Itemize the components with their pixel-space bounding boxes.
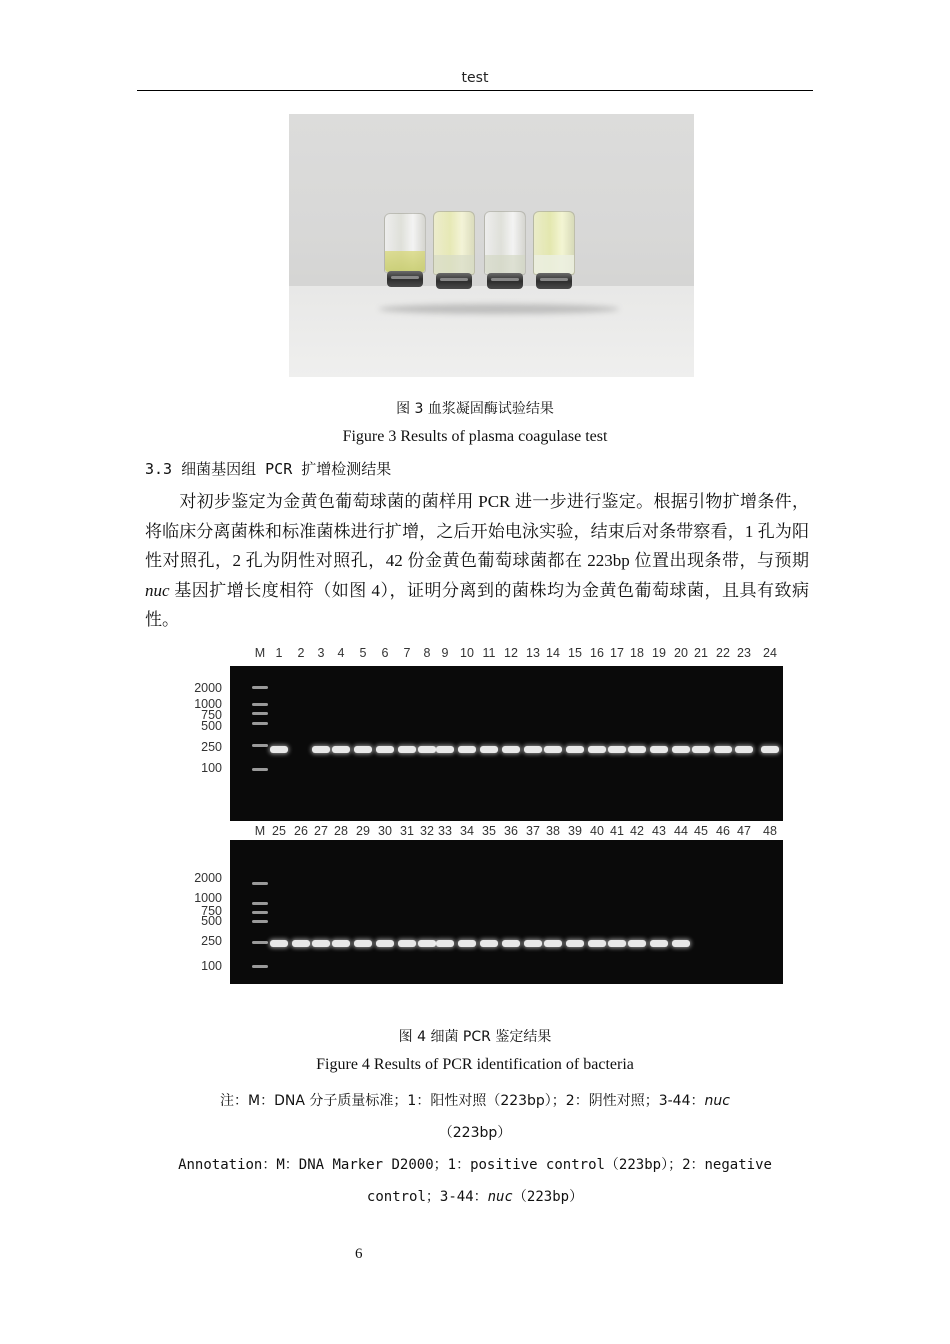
top-lane-label: 16	[590, 646, 604, 660]
bottom-lane-label: 30	[378, 824, 392, 838]
bottom-lane-label: 26	[294, 824, 308, 838]
top-lane-label: 24	[763, 646, 777, 660]
paragraph-gene-name: nuc	[145, 580, 170, 600]
bottom-lane-label: 43	[652, 824, 666, 838]
bottom-lane-label: 29	[356, 824, 370, 838]
vial-4	[533, 211, 575, 291]
bottom-pcr-band	[376, 940, 394, 947]
top-lane-labels	[180, 646, 790, 662]
figure4-caption-cn: 图 4 细菌 PCR 鉴定结果	[398, 1029, 552, 1045]
bottom-pcr-band	[608, 940, 626, 947]
top-ladder-label: 250	[201, 740, 222, 754]
bottom-lane-label: 37	[526, 824, 540, 838]
top-pcr-band	[692, 746, 710, 753]
bottom-lane-label: 33	[438, 824, 452, 838]
gel-bottom	[230, 840, 783, 984]
bottom-marker-band	[252, 902, 268, 905]
top-lane-label: 23	[737, 646, 751, 660]
figure4-caption-en: Figure 4 Results of PCR identification of bacteria	[316, 1056, 634, 1073]
top-pcr-band	[650, 746, 668, 753]
top-marker-band	[252, 722, 268, 725]
bottom-pcr-band	[480, 940, 498, 947]
top-lane-label: 13	[526, 646, 540, 660]
vial-3	[484, 211, 526, 291]
top-pcr-band	[628, 746, 646, 753]
bottom-pcr-band	[398, 940, 416, 947]
bottom-ladder-label: 100	[201, 959, 222, 973]
bottom-pcr-band	[650, 940, 668, 947]
top-pcr-band	[672, 746, 690, 753]
top-lane-label: 10	[460, 646, 474, 660]
bottom-lane-label: M	[254, 824, 266, 838]
bottom-pcr-band	[502, 940, 520, 947]
bottom-lane-label: 28	[334, 824, 348, 838]
top-lane-label: 9	[441, 646, 449, 660]
bottom-lane-label: 34	[460, 824, 474, 838]
section-heading: 3.3 细菌基因组 PCR 扩增检测结果	[145, 460, 392, 478]
top-ladder-label: 2000	[194, 681, 222, 695]
paragraph-text-2: 基因扩增长度相符（如图 4），证明分离到的菌株均为金黄色葡萄球菌，且具有致病性。	[145, 580, 809, 629]
top-pcr-band	[480, 746, 498, 753]
top-lane-label: 17	[610, 646, 624, 660]
bottom-ladder-labels	[180, 840, 222, 984]
top-lane-label: 11	[482, 646, 496, 660]
figure3-caption-cn: 图 3 血浆凝固酶试验结果	[396, 401, 554, 417]
top-pcr-band	[418, 746, 436, 753]
top-pcr-band	[566, 746, 584, 753]
top-pcr-band	[502, 746, 520, 753]
bottom-pcr-band	[544, 940, 562, 947]
bottom-ladder-label: 250	[201, 934, 222, 948]
bottom-marker-band	[252, 941, 268, 944]
bottom-pcr-band	[524, 940, 542, 947]
bottom-lane-label: 47	[737, 824, 751, 838]
top-pcr-band	[332, 746, 350, 753]
top-ladder-label: 100	[201, 761, 222, 775]
bottom-lane-label: 45	[694, 824, 708, 838]
top-ladder-labels	[180, 666, 222, 821]
bottom-pcr-band	[436, 940, 454, 947]
bottom-marker-band	[252, 965, 268, 968]
top-pcr-band	[761, 746, 779, 753]
top-lane-label: 6	[381, 646, 389, 660]
top-lane-label: 5	[359, 646, 367, 660]
note-en-gene: nuc	[487, 1189, 513, 1205]
top-marker-band	[252, 744, 268, 747]
bottom-lane-label: 27	[314, 824, 328, 838]
bottom-marker-band	[252, 911, 268, 914]
top-lane-label: 19	[652, 646, 666, 660]
note-cn-line1	[137, 1090, 813, 1110]
top-lane-label: 3	[317, 646, 325, 660]
bottom-lane-label: 41	[610, 824, 624, 838]
note-cn-gene: nuc	[704, 1093, 730, 1109]
top-lane-label: 2	[297, 646, 305, 660]
top-pcr-band	[524, 746, 542, 753]
note-en-text-b: （223bp）	[512, 1189, 584, 1205]
top-lane-label: 15	[568, 646, 582, 660]
note-en-line2	[137, 1186, 813, 1206]
note-en-text-a: control；3-44：	[366, 1189, 488, 1205]
top-ladder-label: 500	[201, 719, 222, 733]
bottom-pcr-band	[292, 940, 310, 947]
bottom-lane-label: 44	[674, 824, 688, 838]
top-pcr-band	[354, 746, 372, 753]
top-pcr-band	[608, 746, 626, 753]
top-lane-label: 1	[275, 646, 283, 660]
bottom-pcr-band	[566, 940, 584, 947]
bottom-pcr-band	[672, 940, 690, 947]
note-cn-line2: （223bp）	[438, 1125, 512, 1141]
coagulase-test-photo	[289, 114, 694, 377]
paragraph-text-1: 对初步鉴定为金黄色葡萄球菌的菌样用 PCR 进一步进行鉴定。根据引物扩增条件，将临床分离菌株和标准菌株进行扩增，之后开始电泳实验，结束后对条带察看，1 孔为阳性对照孔，2 孔为阴性对照孔，42 份金黄色葡萄球菌都在 223bp 位置出现条带，与预期	[145, 492, 809, 570]
header-rule	[137, 90, 813, 91]
photo-shadow	[379, 304, 619, 314]
bottom-pcr-band	[354, 940, 372, 947]
top-lane-label: 14	[546, 646, 560, 660]
page-number: 6	[355, 1246, 363, 1262]
top-pcr-band	[588, 746, 606, 753]
figure3-caption-en: Figure 3 Results of plasma coagulase test	[342, 428, 608, 445]
pcr-gel-figure	[180, 646, 790, 991]
bottom-marker-band	[252, 882, 268, 885]
bottom-pcr-band	[418, 940, 436, 947]
top-pcr-band	[735, 746, 753, 753]
bottom-lane-label: 42	[630, 824, 644, 838]
bottom-marker-band	[252, 920, 268, 923]
top-pcr-band	[312, 746, 330, 753]
top-pcr-band	[458, 746, 476, 753]
body-paragraph	[145, 487, 809, 635]
top-pcr-band	[544, 746, 562, 753]
bottom-pcr-band	[312, 940, 330, 947]
top-lane-label: 4	[337, 646, 345, 660]
note-cn-text: 注：M：DNA 分子质量标准；1：阳性对照（223bp）；2：阴性对照；3-44：	[220, 1093, 705, 1109]
top-pcr-band	[270, 746, 288, 753]
top-lane-label: M	[254, 646, 266, 660]
top-ladder-label: 1000	[194, 697, 222, 711]
top-marker-band	[252, 686, 268, 689]
top-lane-label: 18	[630, 646, 644, 660]
bottom-lane-label: 31	[400, 824, 414, 838]
note-en-line1: Annotation：M：DNA Marker D2000；1：positive control（223bp）；2：negative	[178, 1157, 772, 1173]
bottom-lane-label: 48	[763, 824, 777, 838]
bottom-lane-label: 25	[272, 824, 286, 838]
bottom-ladder-label: 2000	[194, 871, 222, 885]
top-lane-label: 20	[674, 646, 688, 660]
vial-1	[384, 213, 426, 291]
bottom-lane-labels	[180, 824, 790, 840]
top-lane-label: 8	[423, 646, 431, 660]
bottom-ladder-label: 1000	[194, 891, 222, 905]
bottom-lane-label: 32	[420, 824, 434, 838]
bottom-ladder-label: 500	[201, 914, 222, 928]
top-lane-label: 12	[504, 646, 518, 660]
bottom-lane-label: 39	[568, 824, 582, 838]
top-lane-label: 22	[716, 646, 730, 660]
bottom-pcr-band	[588, 940, 606, 947]
top-marker-band	[252, 703, 268, 706]
page-header: test	[461, 70, 489, 86]
top-pcr-band	[436, 746, 454, 753]
top-pcr-band	[376, 746, 394, 753]
top-ladder-label: 750	[201, 708, 222, 722]
bottom-lane-label: 36	[504, 824, 518, 838]
bottom-pcr-band	[332, 940, 350, 947]
top-pcr-band	[714, 746, 732, 753]
bottom-ladder-label: 750	[201, 904, 222, 918]
top-marker-band	[252, 712, 268, 715]
photo-table-surface	[289, 286, 694, 377]
bottom-pcr-band	[270, 940, 288, 947]
bottom-lane-label: 38	[546, 824, 560, 838]
top-lane-label: 21	[694, 646, 708, 660]
gel-top	[230, 666, 783, 821]
bottom-pcr-band	[628, 940, 646, 947]
vial-2	[433, 211, 475, 291]
top-marker-band	[252, 768, 268, 771]
bottom-lane-label: 46	[716, 824, 730, 838]
top-pcr-band	[398, 746, 416, 753]
top-lane-label: 7	[403, 646, 411, 660]
bottom-lane-label: 35	[482, 824, 496, 838]
bottom-lane-label: 40	[590, 824, 604, 838]
bottom-pcr-band	[458, 940, 476, 947]
